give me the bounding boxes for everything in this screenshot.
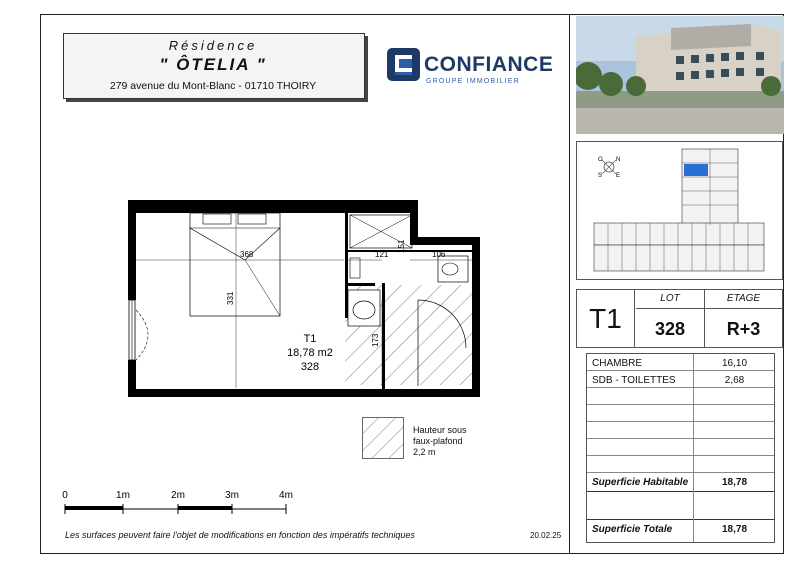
compass-e: E: [616, 173, 621, 179]
compass-n: N: [616, 157, 621, 163]
habitable-row: [587, 473, 774, 492]
plan-date: 20.02.25: [530, 531, 562, 540]
total-value: 18,78: [721, 524, 748, 535]
logo-name: CONFIANCE: [424, 53, 554, 76]
scale-label-1: 1m: [116, 490, 130, 501]
info-divider-h: [636, 308, 783, 309]
row-name: CHAMBRE: [592, 358, 643, 369]
unit-type: T1: [577, 290, 635, 347]
table-row: [587, 371, 774, 388]
scale-bar: [55, 488, 315, 518]
lot-value: 328: [654, 319, 686, 339]
highlighted-lot: [684, 164, 708, 176]
dim-bath-label: 121: [375, 250, 389, 259]
habitable-label: Superficie Habitable: [592, 477, 689, 488]
table-row-empty: [587, 456, 774, 473]
lot-header: LOT: [660, 293, 680, 304]
unit-area-label: 18,78 m2: [287, 347, 333, 359]
table-row: [587, 354, 774, 371]
table-row-empty: [587, 388, 774, 405]
confiance-logo-icon: [387, 48, 420, 81]
legend-line-3: 2,2 m: [413, 447, 436, 457]
column-divider: [569, 14, 570, 554]
key-plan: [578, 143, 781, 278]
residence-address: 279 avenue du Mont-Blanc - 01710 THOIRY: [109, 80, 317, 92]
compass-s: S: [598, 173, 603, 179]
wall-right: [472, 237, 480, 397]
dim-wc-label: 106: [432, 250, 446, 259]
wall-bottom: [128, 389, 480, 397]
floor-plan: [120, 190, 510, 410]
etage-value: R+3: [726, 319, 761, 339]
dim-shower-label: 151: [397, 239, 406, 253]
bed: [190, 213, 280, 316]
logo-subtitle: GROUPE IMMOBILIER: [426, 78, 520, 85]
table-row-empty: [587, 439, 774, 456]
residence-label: Résidence: [168, 38, 258, 53]
wall-left-top: [128, 200, 136, 300]
legend-text: [413, 425, 467, 458]
residence-name: " ÔTELIA ": [159, 55, 267, 74]
row-name: SDB - TOILETTES: [592, 375, 676, 386]
scale-label-4: 4m: [279, 490, 293, 501]
unit-type-label: T1: [303, 333, 317, 345]
disclaimer-text: Les surfaces peuvent faire l'objet de modifications en fonction des impératifs techniques: [65, 530, 415, 540]
table-divider: [693, 354, 694, 542]
dim-height-label: 331: [226, 291, 235, 305]
scale-label-2: 2m: [171, 490, 185, 501]
table-row-empty: [587, 492, 774, 520]
building-photo: [576, 16, 784, 134]
row-value: 16,10: [721, 358, 748, 369]
dim-entry-label: 173: [371, 333, 380, 347]
legend-line-2: faux-plafond: [413, 436, 463, 446]
row-value: 2,68: [724, 375, 745, 386]
scale-label-3: 3m: [225, 490, 239, 501]
hatch-legend-swatch: [362, 417, 404, 459]
wall-step-top: [410, 237, 480, 245]
wall-top: [128, 200, 418, 213]
legend-line-1: Hauteur sous: [413, 425, 467, 435]
table-row-empty: [587, 405, 774, 422]
table-row-empty: [587, 422, 774, 439]
habitable-value: 18,78: [721, 477, 748, 488]
surface-table: [586, 353, 775, 543]
etage-header: ETAGE: [726, 293, 761, 304]
total-row: [587, 520, 774, 542]
compass-o: O: [598, 157, 603, 163]
total-label: Superficie Totale: [592, 524, 673, 535]
dim-width-label: 368: [240, 250, 254, 259]
unit-lot-label: 328: [300, 361, 320, 373]
scale-label-0: 0: [62, 490, 68, 501]
